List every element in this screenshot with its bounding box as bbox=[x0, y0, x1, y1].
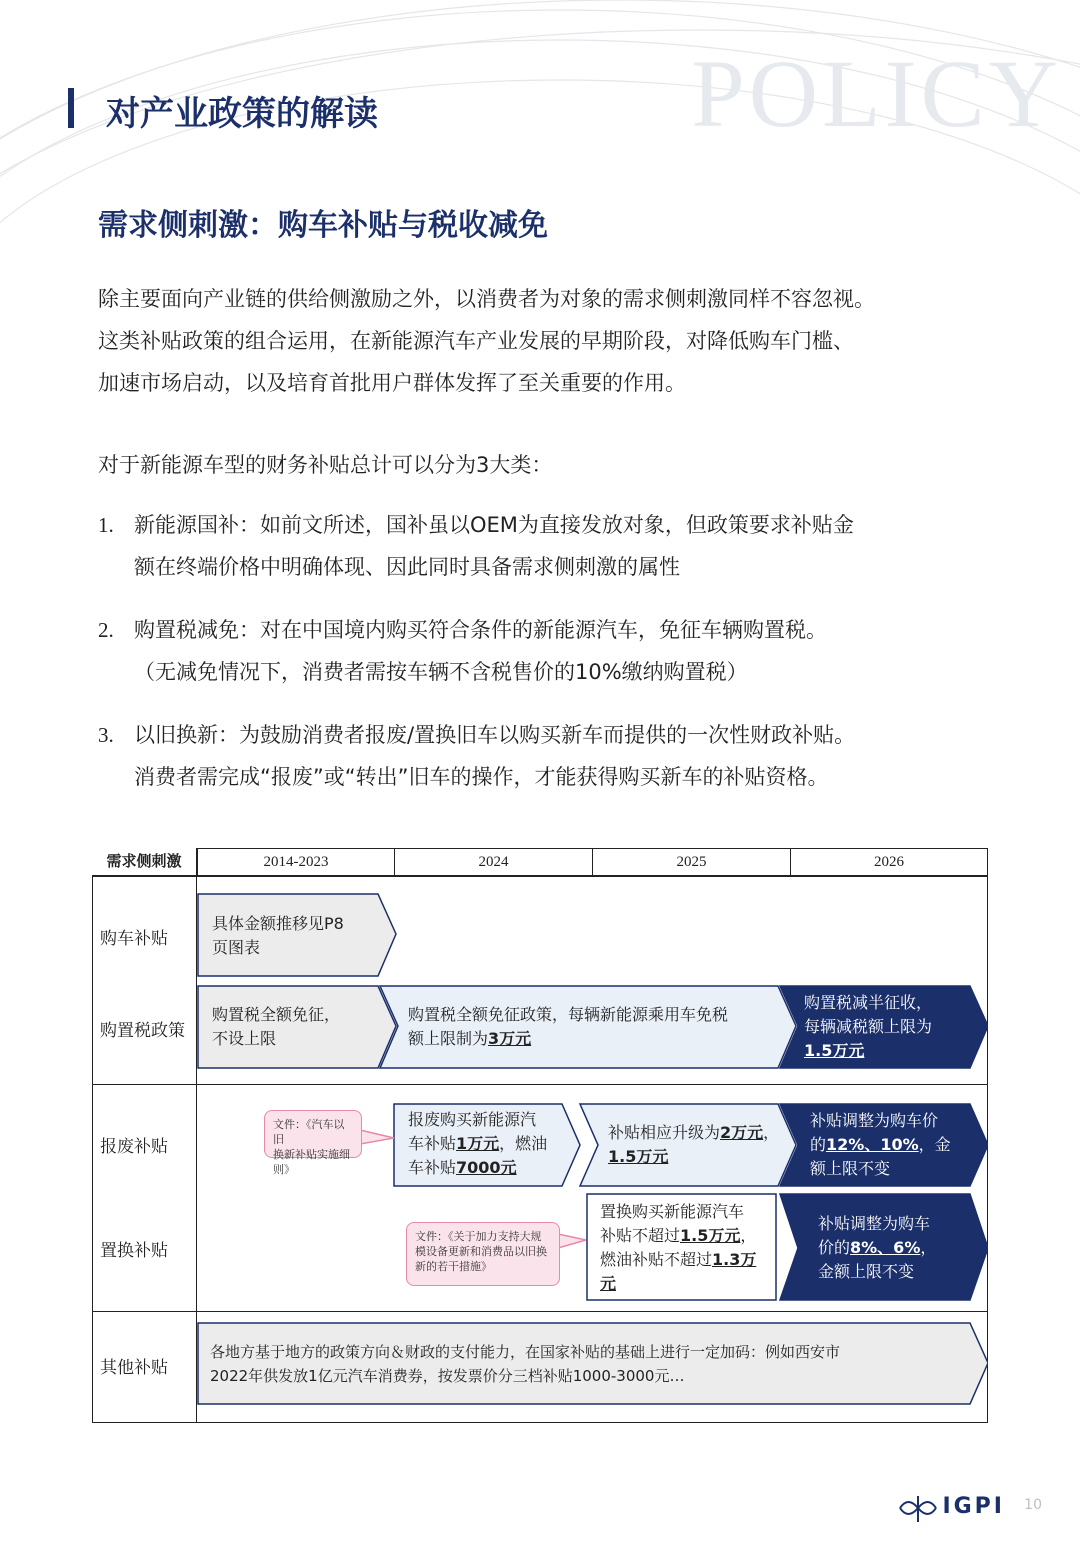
highlight-amount: 1.5万元 bbox=[804, 1041, 865, 1060]
cell-span: ，燃油 bbox=[499, 1134, 548, 1153]
cell-line: 补贴调整为购车 bbox=[818, 1214, 931, 1233]
cell-line: 购置税全额免征， bbox=[212, 1005, 341, 1024]
list-line: 消费者需完成“报废”或“转出”旧车的操作，才能获得购买新车的补贴资格。 bbox=[134, 765, 829, 789]
cell-span: 车补贴 bbox=[408, 1158, 457, 1177]
page-title: 对产业政策的解读 bbox=[106, 94, 378, 134]
cell-line: 各地方基于地方的政策方向＆财政的支付能力，在国家补贴的基础上进行一定加码：例如西安市 bbox=[210, 1343, 841, 1361]
year-header: 2024 bbox=[394, 848, 593, 876]
cell-line: 购置税全额免征政策，每辆新能源乘用车免税 bbox=[408, 1005, 729, 1024]
tax-2026-text bbox=[804, 991, 932, 1063]
highlight-amount: 2万元 bbox=[720, 1123, 764, 1142]
cell-line bbox=[408, 1132, 547, 1156]
note-line: 文件：《汽车以旧 bbox=[273, 1118, 345, 1146]
section-title: 需求侧刺激：购车补贴与税收减免 bbox=[98, 208, 548, 243]
list-number: 3. bbox=[98, 723, 114, 747]
page-number: 10 bbox=[1024, 1497, 1042, 1513]
cell-span: 的 bbox=[810, 1135, 827, 1154]
cell-line: 不设上限 bbox=[212, 1029, 277, 1048]
cell-span: ，金 bbox=[918, 1135, 951, 1154]
list-item-1 bbox=[98, 504, 998, 588]
cell-line: 补贴调整为购车价 bbox=[810, 1111, 939, 1130]
cell-line bbox=[818, 1236, 936, 1260]
cell-line: 报废购买新能源汽 bbox=[408, 1110, 537, 1129]
highlight-amount: 3万元 bbox=[488, 1029, 532, 1048]
cell-span: 价的 bbox=[818, 1238, 851, 1257]
other-subsidy-text bbox=[210, 1340, 840, 1388]
year-header: 2014-2023 bbox=[197, 848, 395, 876]
highlight-amount: 1.5万元 bbox=[608, 1147, 669, 1166]
purchase-subsidy-text bbox=[212, 912, 344, 960]
cell-line: 置换购买新能源汽车 bbox=[600, 1202, 745, 1221]
scrap-policy-note bbox=[264, 1110, 362, 1176]
cell-line bbox=[408, 1027, 728, 1051]
cell-line bbox=[810, 1133, 951, 1157]
cell-line: 每辆减税额上限为 bbox=[804, 1017, 933, 1036]
cell-line: 购置税减半征收， bbox=[804, 993, 933, 1012]
list-line: 新能源国补：如前文所述，国补虽以OEM为直接发放对象，但政策要求补贴金 bbox=[134, 513, 854, 537]
list-line: 额在终端价格中明确体现、因此同时具备需求侧刺激的属性 bbox=[134, 555, 680, 579]
intro-line: 这类补贴政策的组合运用，在新能源汽车产业发展的早期阶段，对降低购车门槛、 bbox=[98, 329, 854, 353]
row-label-replace-subsidy: 置换补贴 bbox=[100, 1241, 168, 1261]
year-header: 2025 bbox=[592, 848, 791, 876]
list-number: 2. bbox=[98, 618, 114, 642]
note-tail-replace bbox=[558, 1234, 586, 1248]
cell-line: 额上限不变 bbox=[810, 1159, 891, 1178]
cell-line bbox=[408, 1156, 547, 1180]
scrap-2025-text bbox=[608, 1121, 779, 1169]
cell-span: ， bbox=[763, 1123, 780, 1142]
replace-policy-note bbox=[406, 1222, 560, 1286]
note-line: 模设备更新和消费品以旧换 bbox=[415, 1245, 547, 1258]
igpi-logo-icon bbox=[896, 1492, 940, 1524]
cell-line bbox=[600, 1248, 756, 1272]
list-line: 购置税减免：对在中国境内购买符合条件的新能源汽车，免征车辆购置税。 bbox=[134, 618, 827, 642]
cell-span: 补贴不超过 bbox=[600, 1226, 681, 1245]
cell-line: 具体金额推移见P8 bbox=[212, 914, 344, 933]
cell-line bbox=[608, 1121, 779, 1145]
note-line: 文件：《关于加力支持大规 bbox=[415, 1230, 542, 1243]
intro-paragraph bbox=[98, 278, 998, 404]
cell-line bbox=[600, 1224, 756, 1248]
list-line: （无减免情况下，消费者需按车辆不含税售价的10%缴纳购置税） bbox=[134, 660, 748, 684]
highlight-amount: 1.5万元 bbox=[680, 1226, 741, 1245]
policy-watermark: POLICY bbox=[691, 40, 1062, 147]
replace-2026-text bbox=[818, 1212, 936, 1284]
year-header: 2026 bbox=[790, 848, 988, 876]
intro-line: 加速市场启动，以及培育首批用户群体发挥了至关重要的作用。 bbox=[98, 371, 686, 395]
cell-span: ， bbox=[740, 1226, 757, 1245]
cell-span: 燃油补贴不超过 bbox=[600, 1250, 713, 1269]
table-corner-label: 需求侧刺激 bbox=[92, 848, 197, 876]
cell-line: 2022年供发放1亿元汽车消费券，按发票价分三档补贴1000-3000元… bbox=[210, 1367, 685, 1385]
row-label-tax-policy: 购置税政策 bbox=[100, 1021, 185, 1041]
highlight-amount: 7000元 bbox=[456, 1158, 517, 1177]
scrap-2026-text bbox=[810, 1109, 951, 1181]
cell-span: 车补贴 bbox=[408, 1134, 457, 1153]
row-label-other-subsidy: 其他补贴 bbox=[100, 1358, 168, 1378]
list-item-3 bbox=[98, 714, 998, 798]
row-label-scrap-subsidy: 报废补贴 bbox=[100, 1137, 168, 1157]
list-number: 1. bbox=[98, 513, 114, 537]
scrap-2024-text bbox=[408, 1108, 547, 1180]
note-line: 新的若干措施》 bbox=[415, 1260, 492, 1273]
highlight-amount: 1.3万 bbox=[712, 1250, 757, 1269]
tax-2014-text bbox=[212, 1003, 340, 1051]
highlight-amount: 12%、10% bbox=[826, 1135, 919, 1154]
subsidy-timeline-table bbox=[92, 848, 988, 1423]
cell-span: ， bbox=[920, 1238, 937, 1257]
highlight-amount: 8%、6% bbox=[850, 1238, 921, 1257]
highlight-amount: 1万元 bbox=[456, 1134, 500, 1153]
highlight-amount: 元 bbox=[600, 1274, 617, 1293]
igpi-logo-text: IGPI bbox=[942, 1494, 1005, 1519]
replace-2025-text bbox=[600, 1200, 756, 1296]
tax-2024-text bbox=[408, 1003, 728, 1051]
list-item-2 bbox=[98, 609, 998, 693]
intro-line: 除主要面向产业链的供给侧激励之外，以消费者为对象的需求侧刺激同样不容忽视。 bbox=[98, 287, 875, 311]
row-label-purchase-subsidy: 购车补贴 bbox=[100, 929, 168, 949]
note-tail-scrap bbox=[360, 1130, 394, 1144]
cell-line: 金额上限不变 bbox=[818, 1262, 915, 1281]
cell-line: 页图表 bbox=[212, 938, 261, 957]
note-line: 换新补贴实施细则》 bbox=[273, 1148, 350, 1176]
cell-span: 额上限制为 bbox=[408, 1029, 489, 1048]
list-line: 以旧换新：为鼓励消费者报废/置换旧车以购买新车而提供的一次性财政补贴。 bbox=[134, 723, 856, 747]
title-accent-bar bbox=[68, 88, 74, 128]
cell-span: 补贴相应升级为 bbox=[608, 1123, 721, 1142]
list-intro: 对于新能源车型的财务补贴总计可以分为3大类： bbox=[98, 453, 553, 477]
